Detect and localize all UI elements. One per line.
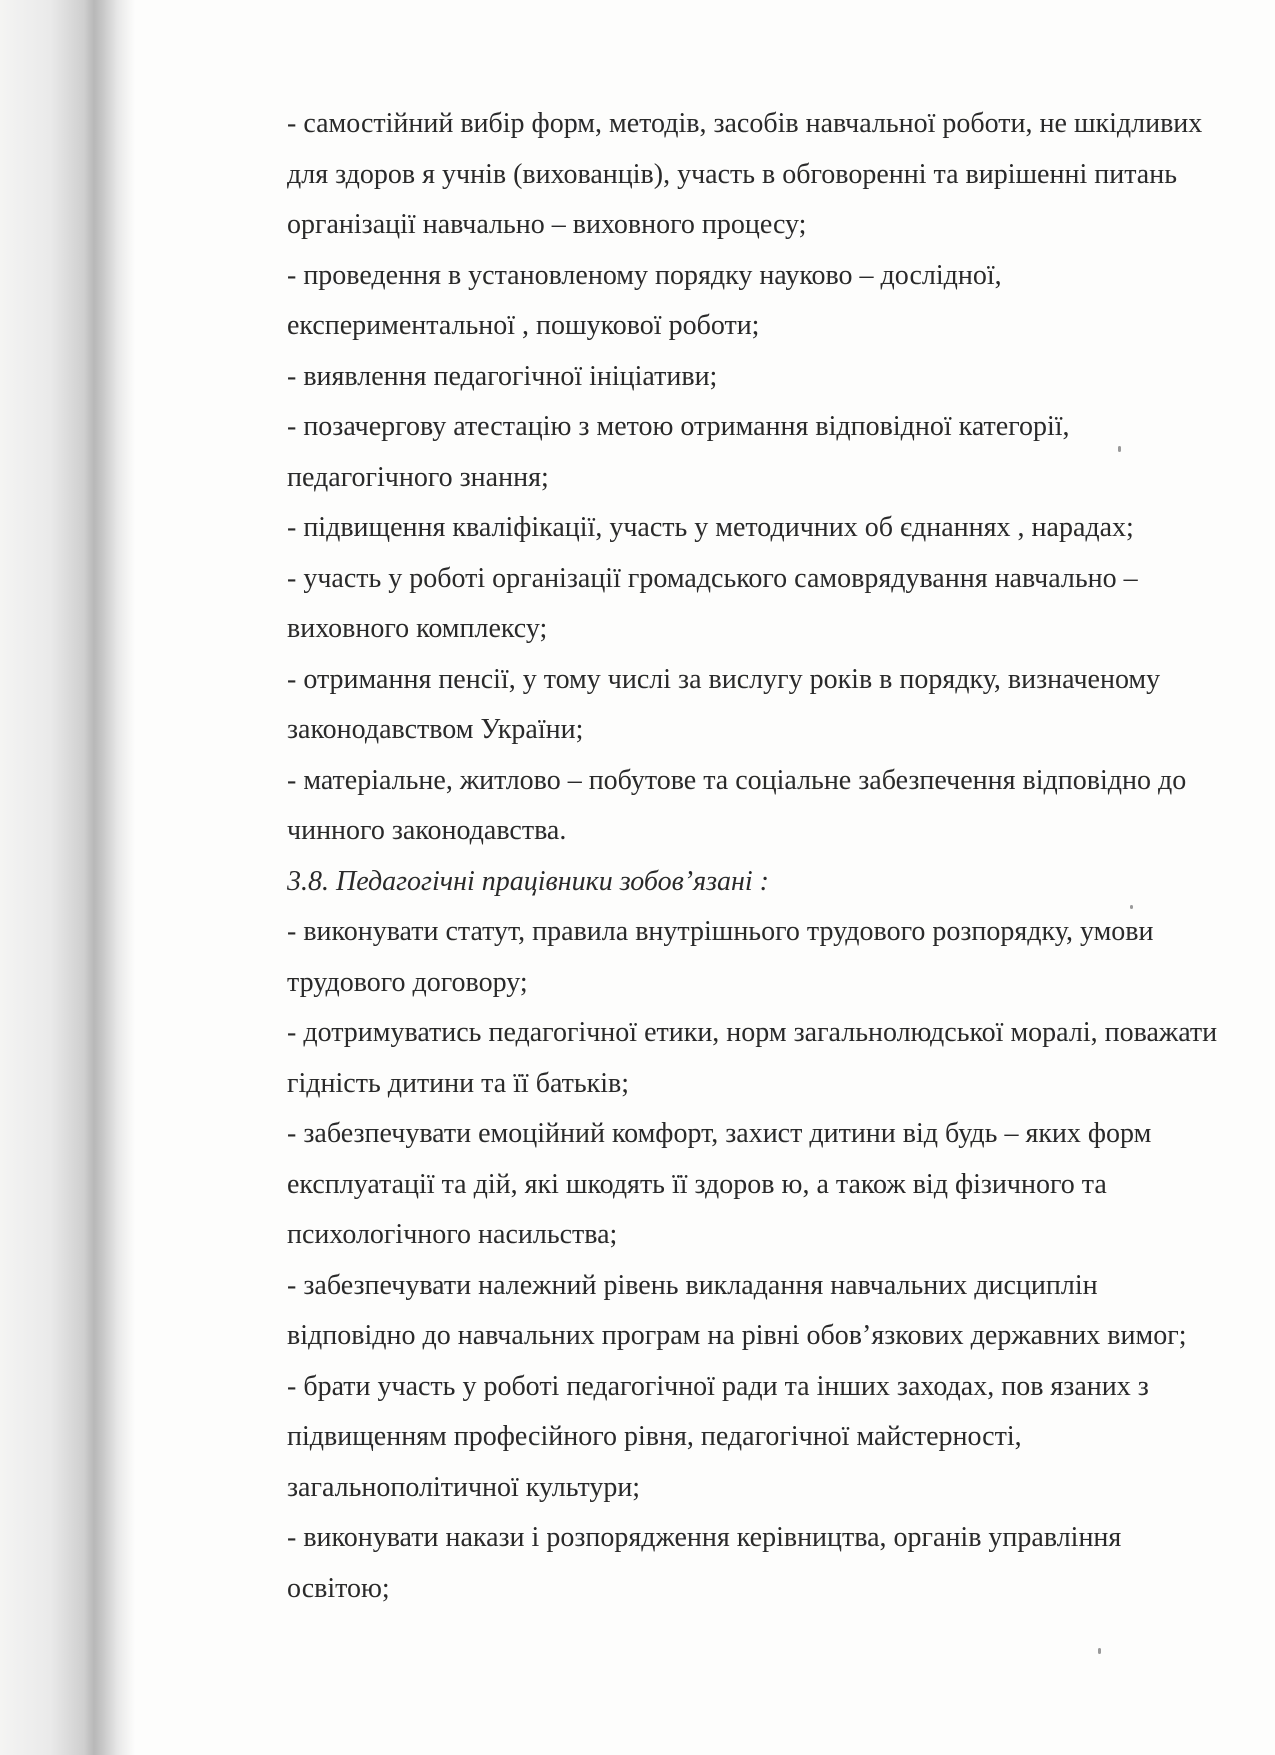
document-body xyxy=(287,106,1262,1621)
text-line: загальнополітичної культури; xyxy=(287,1471,641,1503)
scan-speck xyxy=(1098,1648,1101,1654)
text-line: психологічного насильства; xyxy=(287,1219,618,1250)
text-line: - забезпечувати належний рівень викладання навчальних дисциплін xyxy=(287,1269,1098,1301)
section-heading: 3.8. Педагогічні працівники зобов’язані : xyxy=(287,865,770,897)
text-line: експериментальної , пошукової роботи; xyxy=(287,310,760,341)
text-line: експлуатації та дій, які шкодять її здоров ю, а також від фізичного та xyxy=(287,1168,1107,1200)
text-line: - матеріальне, житлово – побутове та соціальне забезпечення відповідно до xyxy=(287,764,1187,796)
text-line: - самостійний вибір форм, методів, засобів навчальної роботи, не шкідливих xyxy=(287,108,1203,139)
text-line: - участь у роботі організації громадського самоврядування навчально – xyxy=(287,562,1138,594)
text-line: трудового договору; xyxy=(287,966,528,998)
text-line: для здоров я учнів (вихованців), участь в обговоренні та вирішенні питань xyxy=(287,158,1177,190)
text-line: - проведення в установленому порядку науково – дослідної, xyxy=(287,259,1002,291)
text-line: - дотримуватись педагогічної етики, норм загальнолюдської моралі, поважати xyxy=(287,1017,1218,1048)
text-line: виховного комплексу; xyxy=(287,613,548,644)
text-line: підвищенням професійного рівня, педагогічної майстерності, xyxy=(287,1421,1022,1452)
text-line: - виявлення педагогічної ініціативи; xyxy=(287,360,718,392)
text-line: - виконувати накази і розпорядження керівництва, органів управління xyxy=(287,1522,1122,1553)
text-line: - забезпечувати емоційний комфорт, захист дитини від будь – яких форм xyxy=(287,1118,1152,1149)
text-line: - виконувати статут, правила внутрішнього трудового розпорядку, умови xyxy=(287,916,1154,947)
scan-speck xyxy=(1118,446,1121,452)
text-line: організації навчально – виховного процесу; xyxy=(287,209,807,240)
binding-shadow xyxy=(0,0,135,1755)
text-line: педагогічного знання; xyxy=(287,461,549,493)
text-line: - отримання пенсії, у тому числі за вислугу років в порядку, визначеному xyxy=(287,663,1161,695)
text-line: - позачергову атестацію з метою отримання відповідної категорії, xyxy=(287,411,1070,442)
text-line: освітою; xyxy=(287,1572,390,1604)
text-line: чинного законодавства. xyxy=(287,815,567,846)
scan-speck xyxy=(1130,905,1133,909)
text-line: гідність дитини та її батьків; xyxy=(287,1067,630,1099)
text-line: законодавством України; xyxy=(287,714,584,745)
text-line: відповідно до навчальних програм на рівні обов’язкових державних вимог; xyxy=(287,1320,1187,1351)
text-line: - брати участь у роботі педагогічної ради та інших заходах, пов язаних з xyxy=(287,1370,1149,1402)
text-line: - підвищення кваліфікації, участь у методичних об єднаннях , нарадах; xyxy=(287,512,1134,543)
